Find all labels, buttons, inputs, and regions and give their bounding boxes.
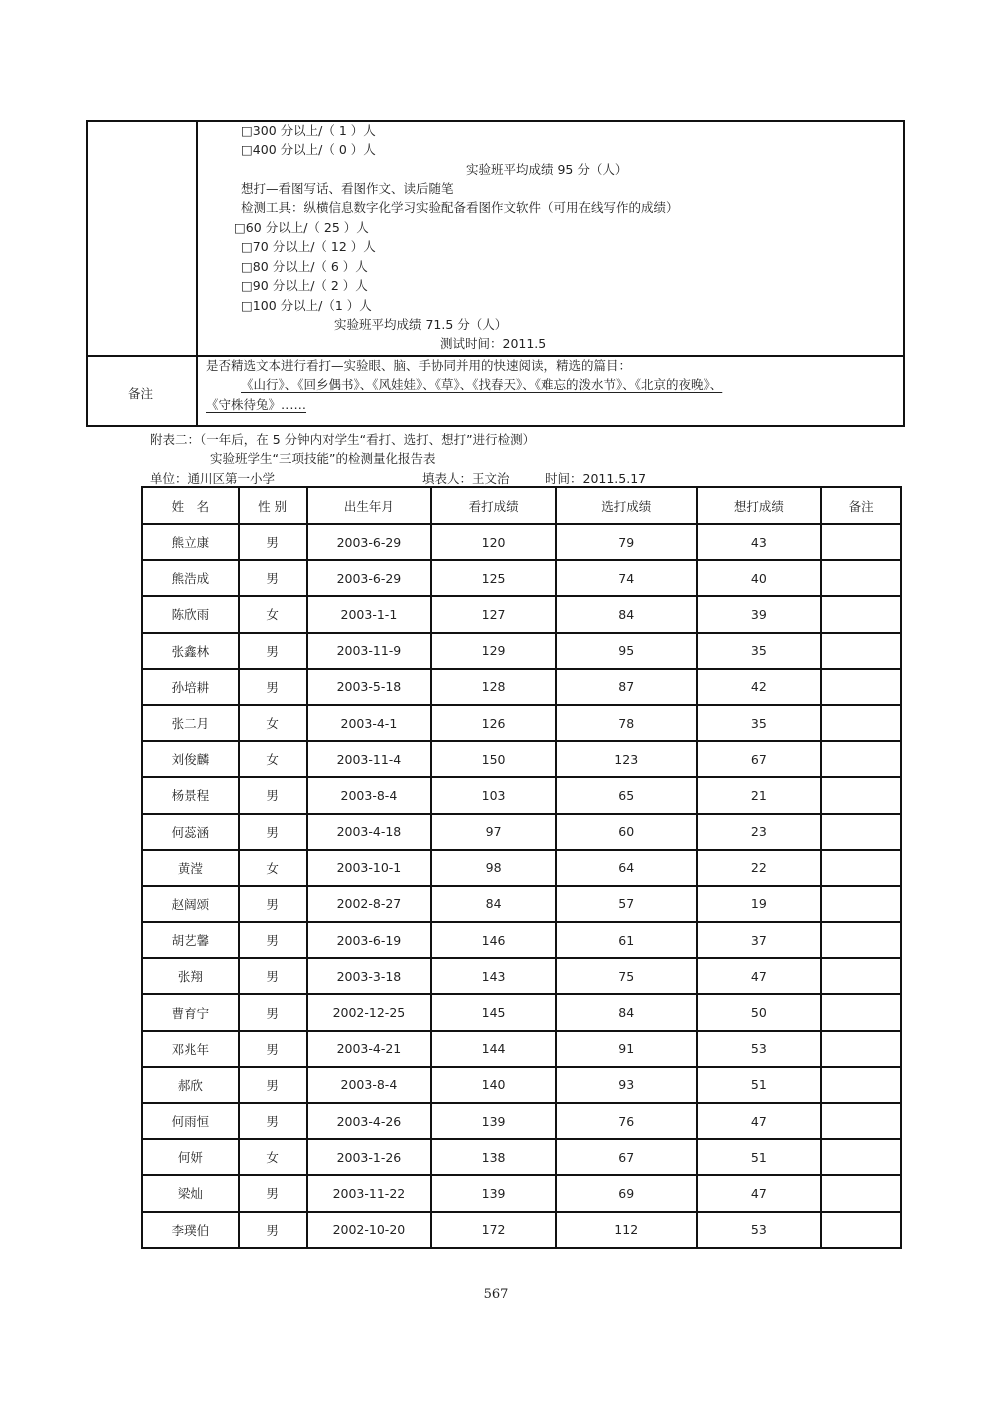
cell-select-typing-score: 84 — [556, 596, 697, 632]
cell-name: 刘俊麟 — [142, 741, 239, 777]
cell-name: 胡艺馨 — [142, 922, 239, 958]
cell-remarks — [821, 596, 901, 632]
cell-birth-date: 2003-6-29 — [307, 560, 432, 596]
cell-birth-date: 2003-11-4 — [307, 741, 432, 777]
cell-select-typing-score: 64 — [556, 850, 697, 886]
cell-name: 张二月 — [142, 705, 239, 741]
table-row — [142, 560, 901, 596]
cell-remarks — [821, 850, 901, 886]
page-number: 567 — [483, 1287, 509, 1302]
cell-think-typing-score: 47 — [697, 958, 822, 994]
appendix-title: 附表二：（一年后，在 5 分钟内对学生“看打、选打、想打”进行检测） — [150, 432, 536, 447]
cell-view-typing-score: 172 — [431, 1212, 556, 1248]
cell-gender: 男 — [239, 814, 307, 850]
cell-gender: 女 — [239, 850, 307, 886]
cell-remarks — [821, 1175, 901, 1211]
cell-select-typing-score: 67 — [556, 1139, 697, 1175]
cell-remarks — [821, 777, 901, 813]
cell-name: 杨景程 — [142, 777, 239, 813]
cell-name: 张翔 — [142, 958, 239, 994]
header-birth-date: 出生年月 — [307, 487, 432, 524]
table-row — [142, 705, 901, 741]
column-divider — [196, 122, 198, 425]
cell-birth-date: 2003-3-18 — [307, 958, 432, 994]
cell-birth-date: 2002-10-20 — [307, 1212, 432, 1248]
score-line-400: □400 分以上/（ 0 ）人 — [241, 142, 376, 157]
cell-think-typing-score: 47 — [697, 1103, 822, 1139]
cell-remarks — [821, 633, 901, 669]
cell-name: 熊浩成 — [142, 560, 239, 596]
table-row — [142, 1103, 901, 1139]
header-select-typing-score: 选打成绩 — [556, 487, 697, 524]
cell-select-typing-score: 75 — [556, 958, 697, 994]
test-tool: 检测工具：纵横信息数字化学习实验配备看图作文软件（可用在线写作的成绩） — [241, 200, 679, 215]
cell-think-typing-score: 42 — [697, 669, 822, 705]
cell-view-typing-score: 150 — [431, 741, 556, 777]
cell-select-typing-score: 57 — [556, 886, 697, 922]
cell-name: 何雨恒 — [142, 1103, 239, 1139]
cell-view-typing-score: 97 — [431, 814, 556, 850]
cell-think-typing-score: 51 — [697, 1139, 822, 1175]
table-row — [142, 850, 901, 886]
cell-think-typing-score: 35 — [697, 633, 822, 669]
table-row — [142, 994, 901, 1030]
cell-think-typing-score: 50 — [697, 994, 822, 1030]
table-row — [142, 1031, 901, 1067]
table-row — [142, 741, 901, 777]
cell-birth-date: 2002-8-27 — [307, 886, 432, 922]
table-row — [142, 777, 901, 813]
header-think-typing-score: 想打成绩 — [697, 487, 822, 524]
cell-view-typing-score: 103 — [431, 777, 556, 813]
cell-remarks — [821, 524, 901, 560]
results-box — [86, 120, 905, 427]
table-row — [142, 669, 901, 705]
cell-name: 张鑫林 — [142, 633, 239, 669]
filler-label: 填表人：王文治 — [422, 471, 510, 486]
cell-select-typing-score: 84 — [556, 994, 697, 1030]
cell-think-typing-score: 43 — [697, 524, 822, 560]
cell-gender: 男 — [239, 958, 307, 994]
cell-birth-date: 2003-4-26 — [307, 1103, 432, 1139]
table-row — [142, 1175, 901, 1211]
unit-label: 单位：通川区第一小学 — [150, 471, 276, 486]
cell-think-typing-score: 51 — [697, 1067, 822, 1103]
cell-remarks — [821, 922, 901, 958]
cell-remarks — [821, 705, 901, 741]
cell-select-typing-score: 69 — [556, 1175, 697, 1211]
cell-gender: 女 — [239, 705, 307, 741]
cell-name: 郝欣 — [142, 1067, 239, 1103]
header-remarks: 备注 — [821, 487, 901, 524]
cell-think-typing-score: 53 — [697, 1212, 822, 1248]
cell-select-typing-score: 91 — [556, 1031, 697, 1067]
cell-gender: 男 — [239, 524, 307, 560]
cell-name: 熊立康 — [142, 524, 239, 560]
cell-view-typing-score: 144 — [431, 1031, 556, 1067]
cell-birth-date: 2003-4-21 — [307, 1031, 432, 1067]
score-line-70: □70 分以上/（ 12 ）人 — [241, 239, 376, 254]
table-row — [142, 1212, 901, 1248]
cell-view-typing-score: 143 — [431, 958, 556, 994]
cell-name: 梁灿 — [142, 1175, 239, 1211]
cell-view-typing-score: 138 — [431, 1139, 556, 1175]
cell-view-typing-score: 125 — [431, 560, 556, 596]
table-row — [142, 958, 901, 994]
cell-gender: 男 — [239, 1212, 307, 1248]
cell-name: 孙培耕 — [142, 669, 239, 705]
cell-remarks — [821, 1067, 901, 1103]
cell-think-typing-score: 53 — [697, 1031, 822, 1067]
cell-remarks — [821, 1031, 901, 1067]
cell-view-typing-score: 84 — [431, 886, 556, 922]
cell-birth-date: 2003-1-1 — [307, 596, 432, 632]
cell-gender: 男 — [239, 560, 307, 596]
cell-view-typing-score: 139 — [431, 1103, 556, 1139]
think-type-title: 想打—看图写话、看图作文、读后随笔 — [241, 181, 454, 196]
cell-think-typing-score: 23 — [697, 814, 822, 850]
cell-birth-date: 2003-4-18 — [307, 814, 432, 850]
cell-gender: 男 — [239, 1175, 307, 1211]
cell-birth-date: 2002-12-25 — [307, 994, 432, 1030]
cell-gender: 女 — [239, 596, 307, 632]
cell-birth-date: 2003-6-19 — [307, 922, 432, 958]
table-row — [142, 633, 901, 669]
cell-name: 赵阔颂 — [142, 886, 239, 922]
cell-birth-date: 2003-11-22 — [307, 1175, 432, 1211]
cell-think-typing-score: 35 — [697, 705, 822, 741]
cell-birth-date: 2003-11-9 — [307, 633, 432, 669]
cell-birth-date: 2003-1-26 — [307, 1139, 432, 1175]
cell-name: 李璞伯 — [142, 1212, 239, 1248]
cell-name: 邓兆年 — [142, 1031, 239, 1067]
average-score-upper: 实验班平均成绩 95 分（人） — [466, 162, 628, 177]
table-row — [142, 1139, 901, 1175]
score-table — [141, 486, 902, 1249]
cell-select-typing-score: 95 — [556, 633, 697, 669]
score-line-90: □90 分以上/（ 2 ）人 — [241, 278, 368, 293]
cell-think-typing-score: 67 — [697, 741, 822, 777]
cell-birth-date: 2003-4-1 — [307, 705, 432, 741]
cell-select-typing-score: 76 — [556, 1103, 697, 1139]
cell-think-typing-score: 22 — [697, 850, 822, 886]
table-body — [142, 524, 901, 1248]
cell-think-typing-score: 40 — [697, 560, 822, 596]
header-gender: 性 别 — [239, 487, 307, 524]
cell-view-typing-score: 139 — [431, 1175, 556, 1211]
remarks-line-2: 《山行》、《回乡偶书》、《风娃娃》、《草》、《找春天》、《难忘的泼水节》、《北京的夜晚》、 — [241, 377, 723, 392]
cell-select-typing-score: 74 — [556, 560, 697, 596]
cell-gender: 男 — [239, 777, 307, 813]
cell-remarks — [821, 1103, 901, 1139]
cell-gender: 男 — [239, 994, 307, 1030]
header-name: 姓 名 — [142, 487, 239, 524]
cell-select-typing-score: 93 — [556, 1067, 697, 1103]
cell-select-typing-score: 61 — [556, 922, 697, 958]
remarks-label: 备注 — [128, 386, 154, 401]
score-line-60: □60 分以上/（ 25 ）人 — [234, 220, 369, 235]
score-line-80: □80 分以上/（ 6 ）人 — [241, 259, 368, 274]
cell-select-typing-score: 79 — [556, 524, 697, 560]
cell-gender: 男 — [239, 922, 307, 958]
cell-think-typing-score: 37 — [697, 922, 822, 958]
table-row — [142, 922, 901, 958]
average-score-lower: 实验班平均成绩 71.5 分（人） — [334, 317, 508, 332]
cell-select-typing-score: 123 — [556, 741, 697, 777]
table-row — [142, 524, 901, 560]
cell-name: 黄滢 — [142, 850, 239, 886]
cell-view-typing-score: 126 — [431, 705, 556, 741]
cell-name: 陈欣雨 — [142, 596, 239, 632]
cell-view-typing-score: 129 — [431, 633, 556, 669]
cell-remarks — [821, 814, 901, 850]
cell-view-typing-score: 127 — [431, 596, 556, 632]
table-row — [142, 814, 901, 850]
cell-view-typing-score: 98 — [431, 850, 556, 886]
table-row — [142, 596, 901, 632]
cell-birth-date: 2003-8-4 — [307, 1067, 432, 1103]
cell-birth-date: 2003-5-18 — [307, 669, 432, 705]
cell-gender: 男 — [239, 886, 307, 922]
cell-birth-date: 2003-8-4 — [307, 777, 432, 813]
cell-remarks — [821, 560, 901, 596]
cell-select-typing-score: 78 — [556, 705, 697, 741]
cell-gender: 男 — [239, 669, 307, 705]
score-line-100: □100 分以上/（1 ）人 — [241, 298, 372, 313]
cell-gender: 女 — [239, 1139, 307, 1175]
cell-name: 何蕊涵 — [142, 814, 239, 850]
cell-think-typing-score: 21 — [697, 777, 822, 813]
cell-gender: 男 — [239, 1031, 307, 1067]
row-divider — [88, 355, 903, 357]
cell-birth-date: 2003-6-29 — [307, 524, 432, 560]
time-label: 时间：2011.5.17 — [545, 471, 647, 486]
cell-view-typing-score: 128 — [431, 669, 556, 705]
appendix-subtitle: 实验班学生“三项技能”的检测量化报告表 — [210, 451, 436, 466]
remarks-line-1: 是否精选文本进行看打—实验眼、脑、手协同并用的快速阅读，精选的篇目： — [206, 358, 632, 373]
cell-view-typing-score: 145 — [431, 994, 556, 1030]
cell-gender: 男 — [239, 633, 307, 669]
cell-name: 何妍 — [142, 1139, 239, 1175]
cell-select-typing-score: 87 — [556, 669, 697, 705]
cell-view-typing-score: 146 — [431, 922, 556, 958]
cell-select-typing-score: 60 — [556, 814, 697, 850]
table-row — [142, 1067, 901, 1103]
cell-birth-date: 2003-10-1 — [307, 850, 432, 886]
cell-view-typing-score: 120 — [431, 524, 556, 560]
table-row — [142, 886, 901, 922]
cell-think-typing-score: 47 — [697, 1175, 822, 1211]
cell-select-typing-score: 112 — [556, 1212, 697, 1248]
cell-remarks — [821, 1139, 901, 1175]
cell-remarks — [821, 1212, 901, 1248]
cell-remarks — [821, 958, 901, 994]
cell-select-typing-score: 65 — [556, 777, 697, 813]
cell-gender: 男 — [239, 1067, 307, 1103]
cell-gender: 男 — [239, 1103, 307, 1139]
cell-view-typing-score: 140 — [431, 1067, 556, 1103]
cell-remarks — [821, 994, 901, 1030]
cell-gender: 女 — [239, 741, 307, 777]
cell-remarks — [821, 886, 901, 922]
cell-think-typing-score: 39 — [697, 596, 822, 632]
remarks-line-3: 《守株待兔》…… — [206, 397, 307, 412]
cell-remarks — [821, 669, 901, 705]
test-time: 测试时间：2011.5 — [440, 336, 547, 351]
cell-name: 曹育宁 — [142, 994, 239, 1030]
header-view-typing-score: 看打成绩 — [431, 487, 556, 524]
table-header-row — [142, 487, 901, 524]
cell-remarks — [821, 741, 901, 777]
cell-think-typing-score: 19 — [697, 886, 822, 922]
score-line-300: □300 分以上/（ 1 ）人 — [241, 123, 376, 138]
